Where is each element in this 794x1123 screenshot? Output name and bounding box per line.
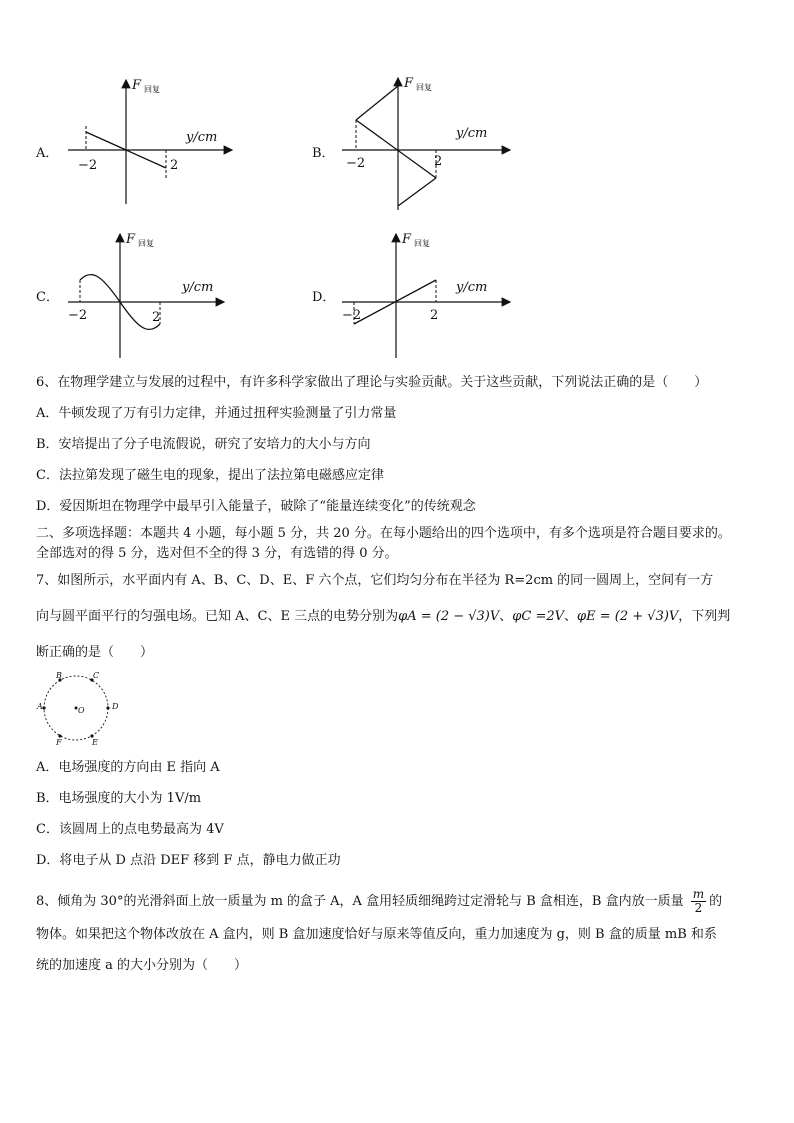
graph-option-d [312, 230, 542, 360]
q6-stem: 6、在物理学建立与发展的过程中，有许多科学家做出了理论与实验贡献。关于这些贡献，下列说法正确的是（ ） [36, 375, 708, 390]
q6-option-b[interactable]: B．安培提出了分子电流假说，研究了安培力的大小与方向 [36, 437, 371, 452]
tick-neg: −2 [68, 308, 88, 323]
graph-a-plot [36, 76, 266, 206]
point-d: D [112, 702, 119, 711]
axis-f-sub: 回复 [138, 239, 154, 248]
axis-f-label: F [126, 232, 136, 247]
axis-y-label: y/cm [456, 280, 488, 295]
point-f: F [56, 738, 62, 747]
section2-line1: 二、多项选择题：本题共 4 小题，每小题 5 分，共 20 分。在每小题给出的四个选项中，有多个选项是符合题目要求的。 [36, 526, 731, 541]
axis-f-label: F [404, 76, 414, 91]
q6-option-d[interactable]: D．爱因斯坦在物理学中最早引入能量子，破除了“能量连续变化”的传统观念 [36, 499, 476, 514]
axis-y-label: y/cm [186, 130, 218, 145]
tick-neg: −2 [346, 156, 366, 171]
q7-option-b[interactable]: B．电场强度的大小为 1V/m [36, 791, 202, 806]
q7-option-d[interactable]: D．将电子从 D 点沿 DEF 移到 F 点，静电力做正功 [36, 853, 341, 868]
q7-option-c[interactable]: C．该圆周上的点电势最高为 4V [36, 822, 224, 837]
graph-c-plot [36, 230, 266, 360]
axis-y-label: y/cm [182, 280, 214, 295]
graph-c-label: C． [36, 290, 59, 305]
q7-line2-a: 向与圆平面平行的匀强电场。已知 A、C、E 三点的电势分别为 [36, 609, 399, 624]
tick-neg: −2 [78, 158, 98, 173]
point-b: B [56, 671, 62, 680]
section2-line2: 全部选对的得 5 分，选对但不全的得 3 分，有选错的得 0 分。 [36, 546, 398, 561]
q8-line1 [36, 888, 722, 915]
axis-f-sub: 回复 [414, 239, 430, 248]
graph-b-label: B． [312, 146, 335, 161]
axis-f-label: F [132, 78, 142, 93]
graph-b-plot [312, 76, 542, 216]
tick-pos: 2 [430, 308, 439, 323]
graph-option-a [36, 76, 266, 206]
axis-f-label: F [402, 232, 412, 247]
sep-2: 、 [564, 609, 578, 624]
graph-d-plot [312, 230, 542, 360]
graph-option-b [312, 76, 542, 216]
q7-option-a[interactable]: A．电场强度的方向由 E 指向 A [36, 760, 220, 775]
tick-pos: 2 [152, 310, 161, 325]
phi-e: φE = (2 + √3)V [577, 609, 679, 624]
axis-f-sub: 回复 [416, 83, 432, 92]
q8-line3: 统的加速度 a 的大小分别为（ ） [36, 958, 248, 973]
phi-a: φA = (2 − √3)V [398, 609, 500, 624]
q6-option-c[interactable]: C．法拉第发现了磁生电的现象，提出了法拉第电磁感应定律 [36, 468, 384, 483]
axis-f-sub: 回复 [144, 85, 160, 94]
q8-line1-a: 8、倾角为 30°的光滑斜面上放一质量为 m 的盒子 A，A 盒用轻质细绳跨过定滑轮与 B 盒相连，B 盒内放一质量 [36, 894, 684, 909]
sep-1: 、 [499, 609, 513, 624]
fraction [691, 888, 706, 915]
point-a: A [37, 702, 43, 711]
graph-option-c [36, 230, 266, 360]
q7-line3: 断正确的是（ ） [36, 645, 154, 660]
q7-line2 [36, 608, 730, 626]
tick-pos: 2 [434, 154, 443, 169]
q7-line1: 7、如图所示，水平面内有 A、B、C、D、E、F 六个点，它们均匀分布在半径为 R=2cm 的同一圆周上，空间有一方 [36, 573, 714, 588]
q7-circle-figure [36, 670, 126, 750]
point-e: E [92, 738, 98, 747]
fraction-denominator: 2 [694, 901, 703, 915]
graph-d-label: D． [312, 290, 336, 305]
tick-neg: −2 [342, 308, 362, 323]
phi-c: φC =2V [512, 609, 565, 624]
tick-pos: 2 [170, 158, 179, 173]
q7-line2-b: ，下列判 [678, 609, 731, 624]
axis-y-label: y/cm [456, 126, 488, 141]
fraction-numerator: m [692, 887, 705, 901]
graph-a-label: A． [36, 146, 59, 161]
q8-line1-b: 的 [709, 894, 723, 909]
q6-option-a[interactable]: A．牛顿发现了万有引力定律，并通过扭秤实验测量了引力常量 [36, 406, 397, 421]
point-o: O [78, 706, 85, 715]
q8-line2: 物体。如果把这个物体改放在 A 盒内，则 B 盒加速度恰好与原来等值反向，重力加速度为 g，则 B 盒的质量 mB 和系 [36, 927, 717, 942]
point-c: C [93, 671, 100, 680]
